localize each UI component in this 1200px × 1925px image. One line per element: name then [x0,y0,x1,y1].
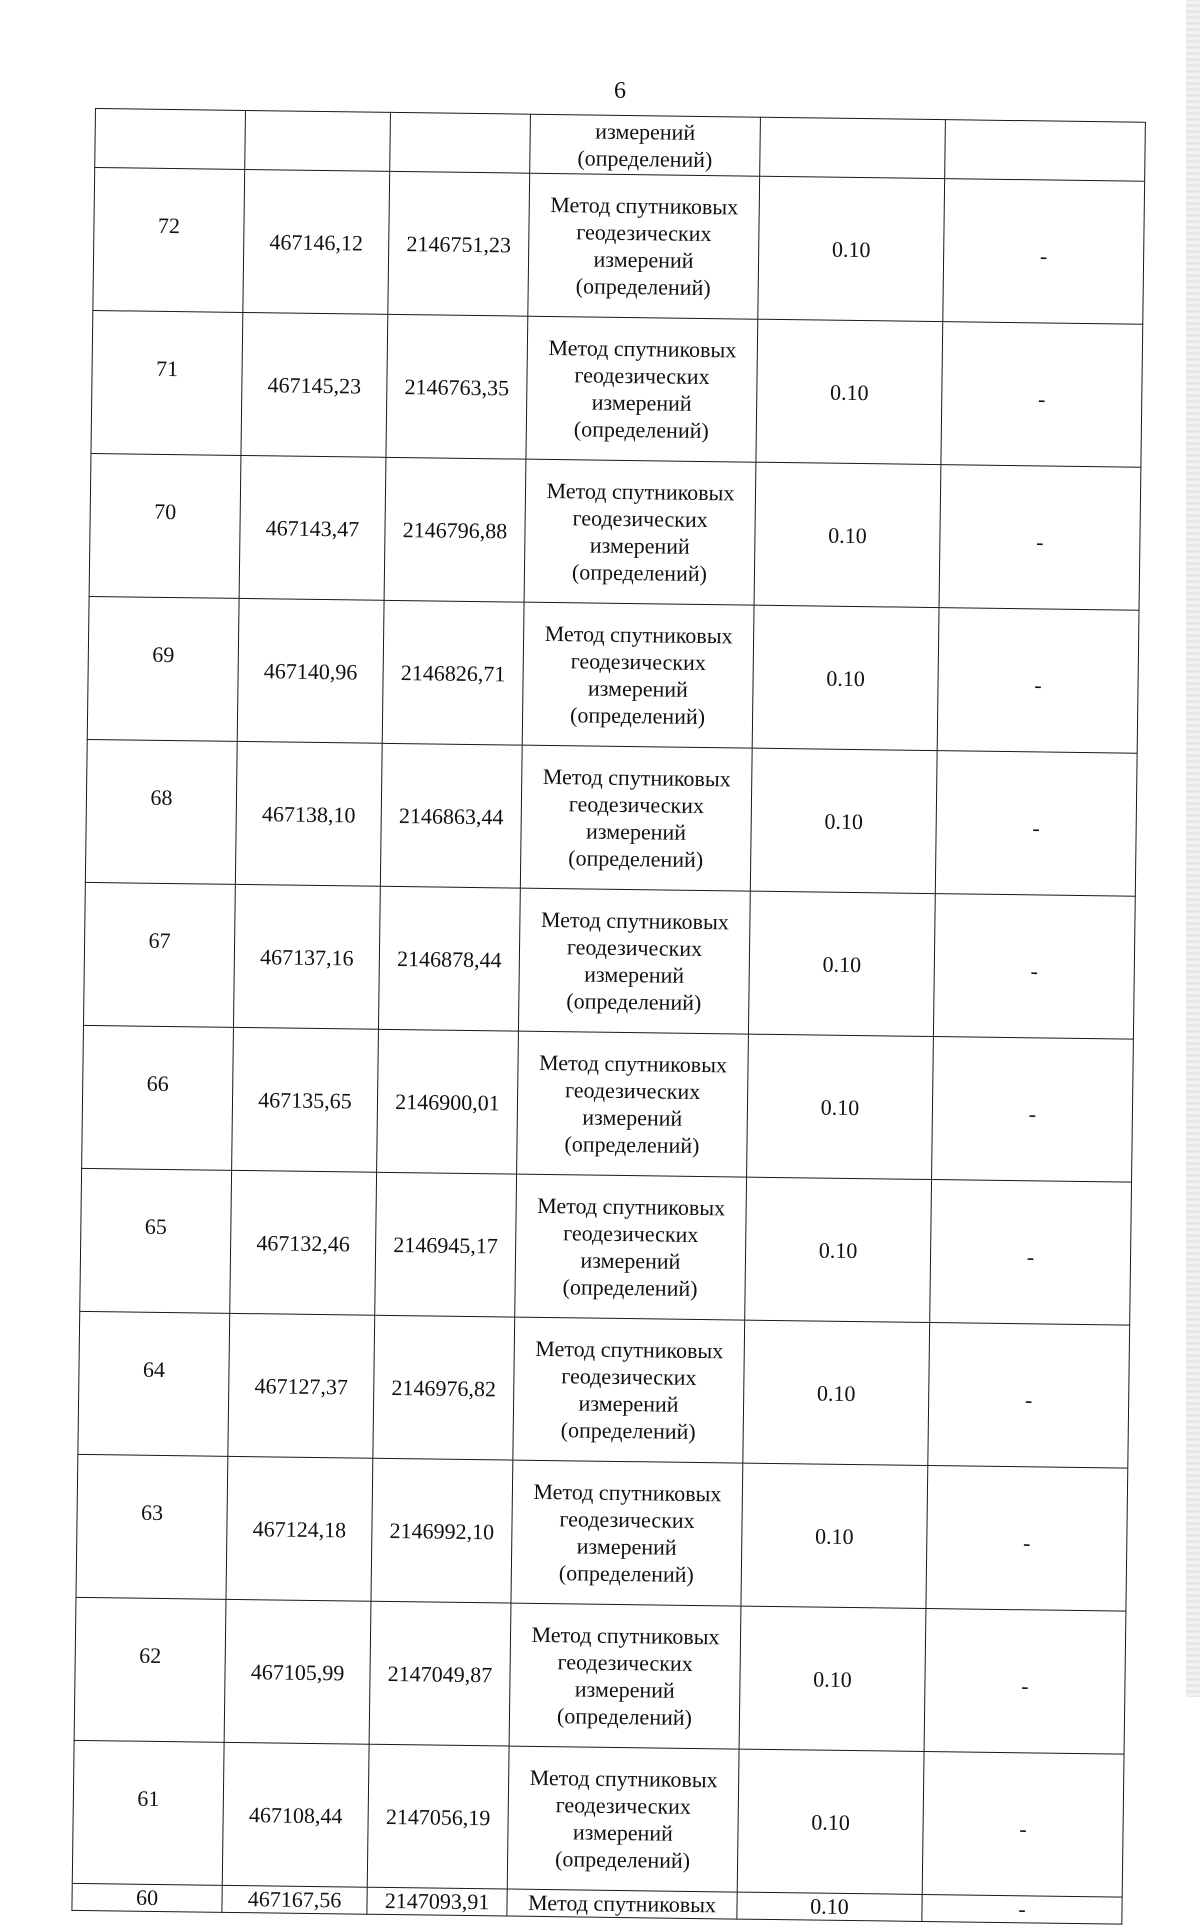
table-row [80,1168,1132,1325]
x-coordinate-cell: 467132,46 [230,1170,377,1315]
note-cell: - [922,1894,1122,1924]
point-number-cell: 61 [72,1740,224,1885]
method-line: (определений) [571,559,708,587]
y-cell [390,112,531,173]
coordinates-table [71,108,1146,1925]
note-cell: - [924,1609,1126,1755]
method-line: измерений [589,532,690,559]
method-cell [528,173,760,319]
method-line: геодезических [555,1792,692,1819]
method-line: Метод спутниковых [535,1335,724,1364]
x-coordinate-cell: 467108,44 [222,1742,369,1887]
method-line: Метод спутниковых [538,1049,728,1078]
method-line: геодезических [564,1077,701,1105]
x-coordinate-cell: 467146,12 [243,169,390,314]
point-number-cell: 66 [82,1025,234,1170]
note-cell: - [939,465,1141,611]
table-row [83,882,1135,1039]
method-cell [513,1317,745,1463]
method-line: геодезических [576,219,712,247]
table-row [82,1025,1134,1182]
method-cell [524,459,756,605]
method-line: (определений) [562,1274,698,1301]
note-cell: - [932,1037,1134,1183]
method-line: геодезических [574,362,710,390]
method-cell [518,888,750,1034]
table-row [93,168,1145,325]
table-row [74,1597,1126,1754]
method-cell [530,114,761,176]
method-line: измерений [584,961,685,988]
method-cell [509,1603,741,1749]
method-cell [511,1460,743,1606]
method-line: Метод спутниковых [550,191,739,220]
y-coordinate-cell: 2146751,23 [388,171,530,316]
method-line: (определений) [554,1846,691,1873]
scan-edge [1186,0,1200,1697]
method-line: (определений) [564,1131,700,1158]
note-cell: - [943,179,1145,325]
x-coordinate-cell: 467124,18 [226,1456,373,1601]
point-number-cell: 64 [78,1311,230,1456]
method-line: геодезических [559,1506,695,1533]
method-line: геодезических [572,505,708,533]
x-coordinate-cell: 467127,37 [228,1313,375,1458]
method-line: Метод спутниковых [542,763,731,792]
method-line: Метод спутниковых [540,906,729,935]
accuracy-cell: 0.10 [743,1320,930,1465]
method-line: (определений) [569,702,706,730]
note-cell: - [935,751,1137,897]
point-cell [95,109,246,170]
note-cell: - [930,1180,1132,1326]
accuracy-cell: 0.10 [747,1034,934,1179]
y-coordinate-cell: 2146878,44 [378,886,520,1031]
x-cell [245,110,391,171]
accuracy-cell: 0.10 [756,319,943,464]
x-coordinate-cell: 467137,16 [233,884,380,1029]
method-line: геодезических [563,1220,699,1247]
accuracy-cell: 0.10 [752,605,939,750]
x-coordinate-cell: 467105,99 [224,1599,371,1744]
note-cell: - [933,894,1135,1040]
method-line: измерений [595,118,696,145]
method-cell [526,316,758,462]
method-line: Метод спутниковых [546,477,735,506]
method-line: геодезических [557,1649,693,1676]
point-number-cell: 63 [76,1454,228,1599]
method-line: Метод спутниковых [529,1764,718,1793]
accuracy-cell: 0.10 [748,891,935,1036]
point-number-cell: 60 [72,1883,222,1912]
method-line: (определений) [566,988,702,1016]
accuracy-cell: 0.10 [754,462,941,607]
coordinates-table-wrapper [71,108,1145,1925]
y-coordinate-cell: 2146992,10 [371,1458,513,1603]
y-coordinate-cell: 2146863,44 [380,743,522,888]
method-line: (определений) [573,416,709,444]
table-row [78,1311,1130,1468]
method-line: геодезических [568,791,705,819]
method-cell [522,602,754,748]
table-row [76,1454,1128,1611]
method-line: измерений [578,1390,679,1417]
method-line: Метод спутниковых [531,1621,720,1650]
method-cell [520,745,752,891]
point-number-cell: 65 [80,1168,232,1313]
method-line: Метод спутниковых [533,1478,722,1507]
method-line: измерений [585,818,687,845]
point-number-cell: 67 [83,882,235,1027]
x-coordinate-cell: 467145,23 [241,312,388,457]
x-coordinate-cell: 467138,10 [235,741,382,886]
note-cell: - [928,1323,1130,1469]
accuracy-cell [760,117,946,178]
method-cell [517,1031,749,1177]
x-coordinate-cell: 467135,65 [232,1027,379,1172]
method-cell [515,1174,747,1320]
y-coordinate-cell: 2146900,01 [377,1029,519,1174]
accuracy-cell: 0.10 [758,176,945,321]
method-line: измерений [587,675,689,702]
method-line: (определений) [558,1560,694,1587]
accuracy-cell: 0.10 [737,1749,924,1894]
method-line: Метод спутниковых [548,334,737,363]
method-line: измерений [591,389,692,416]
accuracy-cell: 0.10 [737,1892,922,1921]
accuracy-cell: 0.10 [739,1606,926,1751]
note-cell: - [937,608,1139,754]
method-line: измерений [572,1819,674,1846]
method-line: (определений) [556,1703,693,1730]
method-line: (определений) [560,1417,696,1444]
point-number-cell: 62 [74,1597,226,1742]
accuracy-cell: 0.10 [741,1463,928,1608]
table-row [91,310,1143,467]
method-line: (определений) [577,145,713,173]
method-line: измерений [576,1533,677,1560]
y-coordinate-cell: 2146945,17 [375,1172,517,1317]
method-line: измерений [582,1104,683,1131]
y-coordinate-cell: 2146976,82 [373,1315,515,1460]
accuracy-cell: 0.10 [745,1177,932,1322]
point-number-cell: 71 [91,310,243,455]
method-line: (определений) [568,845,704,873]
y-coordinate-cell: 2147049,87 [369,1601,511,1746]
y-coordinate-cell: 2147056,19 [367,1744,509,1889]
x-coordinate-cell: 467140,96 [237,598,384,743]
note-cell: - [926,1466,1128,1612]
point-number-cell: 69 [87,596,239,741]
point-number-cell: 68 [85,739,237,884]
y-coordinate-cell: 2146796,88 [384,457,526,602]
y-coordinate-cell: 2146763,35 [386,314,528,459]
method-line: измерений [593,246,694,273]
table-row [89,453,1141,610]
table-row [85,739,1137,896]
accuracy-cell: 0.10 [750,748,937,893]
method-line: измерений [574,1676,675,1703]
method-line: Метод спутниковых [537,1192,726,1221]
method-line: геодезических [561,1363,697,1390]
method-line: (определений) [575,273,711,301]
note-cell: - [941,322,1143,468]
page-number: 6 [614,78,626,104]
note-cell: - [922,1751,1124,1897]
method-line: Метод спутниковых [544,620,733,649]
x-coordinate-cell: 467143,47 [239,455,386,600]
method-cell: Метод спутниковых [507,1889,737,1919]
point-number-cell: 72 [93,168,245,313]
y-coordinate-cell: 2146826,71 [382,600,524,745]
method-line: измерений [580,1247,681,1274]
table-row [72,1740,1124,1897]
point-number-cell: 70 [89,453,241,598]
note-cell [945,120,1146,182]
y-coordinate-cell: 2147093,91 [367,1887,507,1916]
table-row [87,596,1139,753]
method-line: геодезических [570,648,707,676]
x-coordinate-cell: 467167,56 [222,1885,367,1914]
method-line: геодезических [566,934,703,962]
method-cell [507,1746,739,1892]
